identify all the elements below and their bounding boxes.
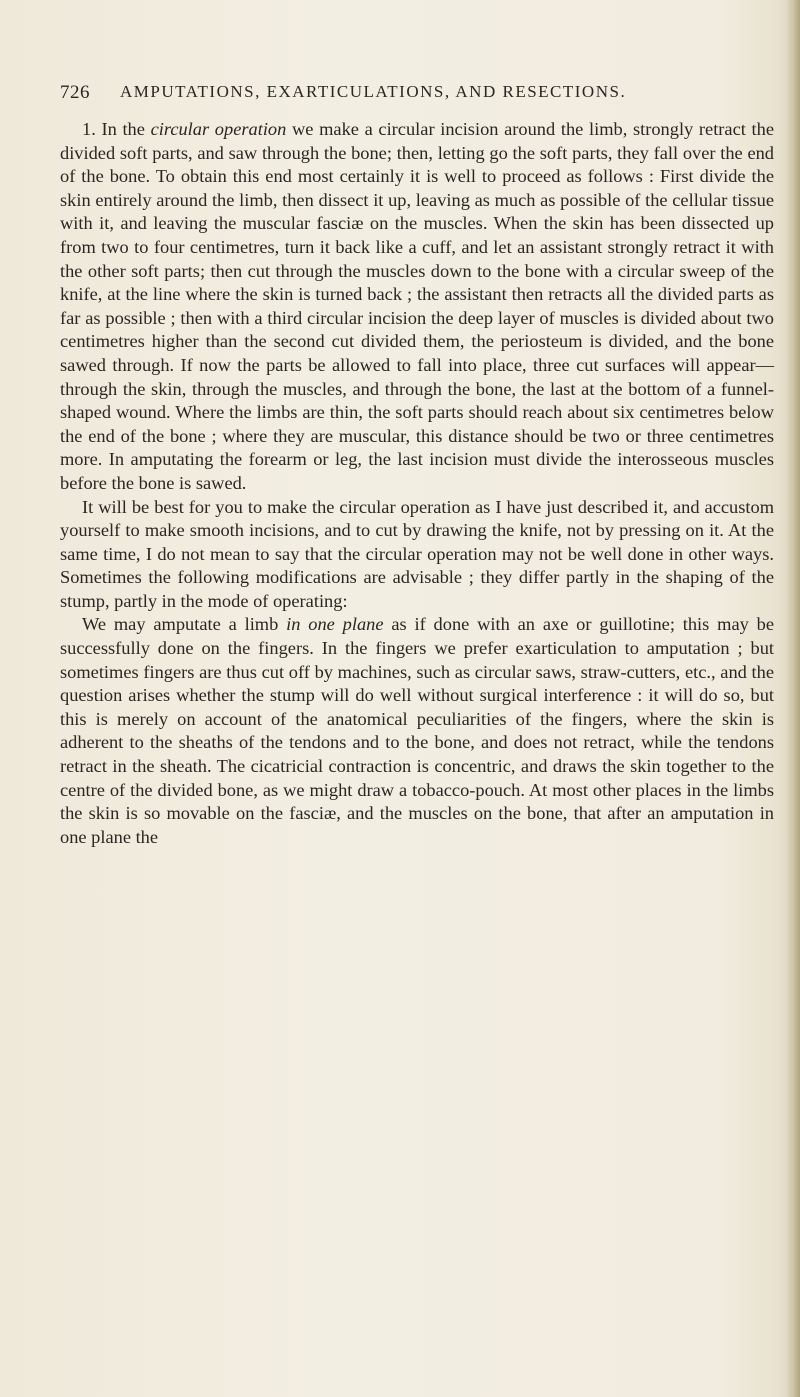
body-text (60, 118, 774, 849)
page-number: 726 (60, 82, 90, 103)
paragraph-text-rest: as if done with an axe or guillotine; this may be successfully done on the fingers. In the fingers we prefer exarticulation to amputation ; but sometimes fingers are thus cut off by machines, such as circular saws, straw-cutters, etc., and the question arises whether the stump will do well without surgical interference : it will do so, but this is merely on account of the anatomical peculiarities of the fingers, where the skin is adherent to the sheaths of the tendons and to the bone, and does not retract, while the tendons retract in the sheath. The cicatricial contraction is concentric, and draws the skin together to the centre of the divided bone, as we might draw a tobacco-pouch. At most other places in the limbs the skin is so movable on the fasciæ, and the muscles on the bone, that after an amputation in one plane the (60, 614, 774, 847)
page-header (60, 82, 700, 108)
paragraph-text-start: It will be best for you to make the circular operation as I have just described it, and accustom yourself to make smooth incisions, and to cut by drawing the knife, not by pressing on it. At the same time, I do not mean to say that the circular operation may not be well done in other ways. Sometimes the following modifications are advisable ; they differ partly in the shaping of the stump, partly in the mode of operating: (60, 496, 774, 611)
page-edge-shadow (786, 0, 800, 1397)
paragraph-text-rest: we make a circular incision around the limb, strongly retract the divided soft parts, and saw through the bone; then, letting go the soft parts, they fall over the end of the bone. To obtain this end most certainly it is well to proceed as follows : First divide the skin entirely around the limb, then dissect it up, leaving as much as possible of the cellular tissue with it, and leaving the muscular fasciæ on the muscles. When the skin has been dissected up from two to four centimetres, turn it back like a cuff, and let an assistant strongly retract it with the other soft parts; then cut through the muscles down to the bone with a circular sweep of the knife, at the line where the skin is turned back ; the assistant then retracts all the divided parts as far as possible ; then with a third circular incision the deep layer of muscles is divided about two centimetres higher than the second cut divided them, the periosteum is divided, and the bone sawed through. If now the parts be allowed to fall into place, three cut surfaces will appear— through the skin, through the muscles, and through the bone, the last at the bottom of a funnel-shaped wound. Where the limbs are thin, the soft parts should reach about six centimetres below the end of the bone ; where they are muscular, this distance should be two or three centimetres more. In amputating the forearm or leg, the last incision must divide the interosseous muscles before the bone is sawed. (60, 119, 774, 493)
running-title: AMPUTATIONS, EXARTICULATIONS, AND RESECTIONS. (120, 82, 627, 101)
paragraph-one-plane (60, 613, 774, 849)
paragraph-text-start: 1. In the (82, 119, 151, 139)
paragraph-text-start: We may amputate a limb (82, 614, 287, 635)
italic-term: circular operation (150, 119, 287, 139)
italic-term: in one plane (286, 614, 384, 635)
paragraph-recommendation (60, 496, 774, 614)
paragraph-circular-operation (60, 118, 774, 496)
